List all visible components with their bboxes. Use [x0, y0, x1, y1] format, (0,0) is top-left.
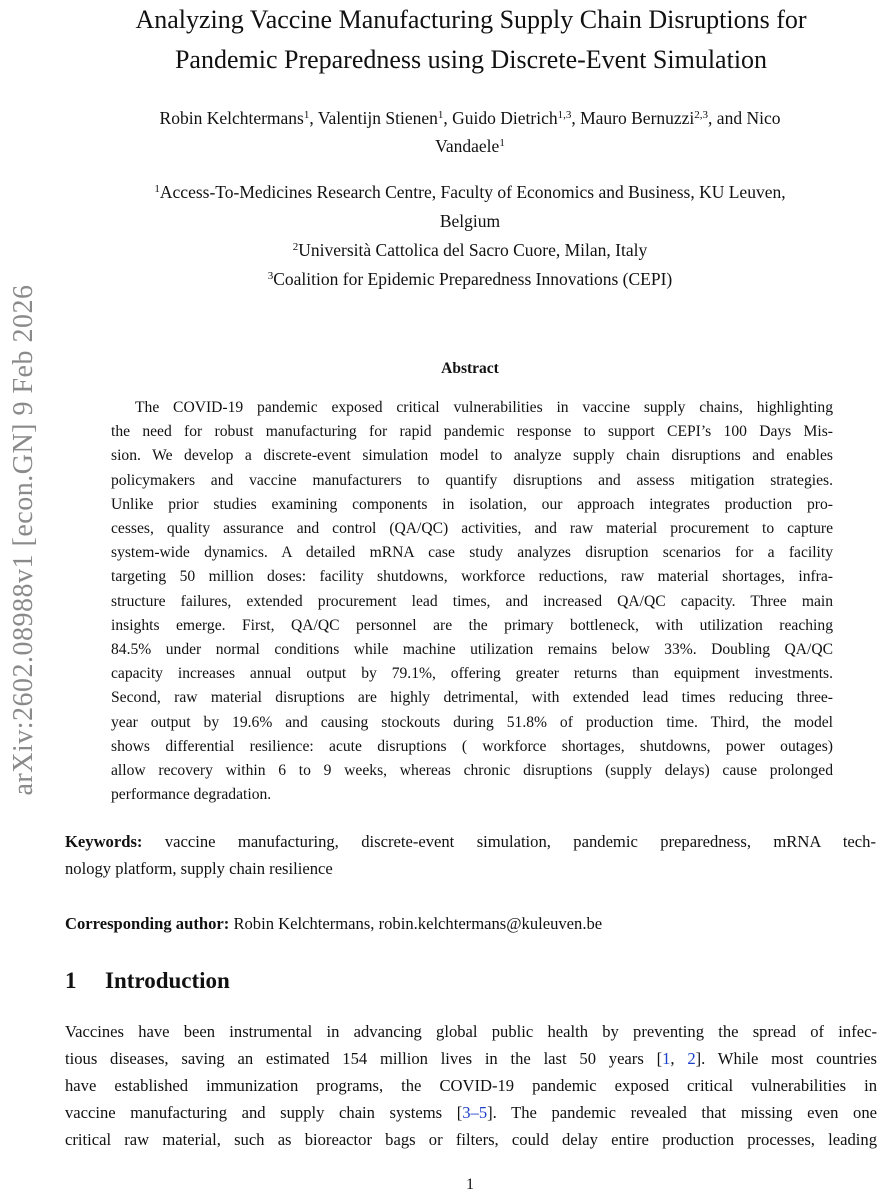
- corresponding-value: Robin Kelchtermans, robin.kelchtermans@kuleuven.be: [233, 914, 603, 933]
- abstract-line: the need for robust manufacturing for rapid pandemic response to support CEPI’s 100 Days Mis-: [111, 423, 833, 441]
- abstract-line: sion. We develop a discrete-event simulation model to analyze supply chain disruptions and enables: [111, 447, 833, 465]
- author-affil-mark: 2,3: [694, 109, 709, 121]
- citation-link[interactable]: 2: [687, 1049, 696, 1068]
- affiliation-1-cont: Belgium: [439, 211, 501, 231]
- intro-line: have established immunization programs, the COVID-19 pandemic exposed critical vulnerabilities in: [65, 1076, 877, 1095]
- section-number: 1: [65, 968, 77, 993]
- title-line-1: Analyzing Vaccine Manufacturing Supply Chain Disruptions for: [135, 5, 807, 34]
- abstract-line: insights emerge. First, QA/QC personnel are the primary bottleneck, with utilization reaching: [111, 616, 833, 634]
- section-title: Introduction: [105, 968, 230, 993]
- citation-link[interactable]: 1: [662, 1049, 671, 1068]
- intro-paragraph: [65, 1018, 877, 1153]
- keywords-block: [65, 828, 876, 882]
- intro-line: Vaccines have been instrumental in advancing global public health by preventing the spread of infec-: [65, 1022, 877, 1041]
- author-affil-mark: 1,3: [557, 109, 572, 121]
- author-name: Guido Dietrich: [452, 108, 558, 128]
- author-name: Valentijn Stienen: [317, 108, 438, 128]
- affiliation-2: Università Cattolica del Sacro Cuore, Milan, Italy: [298, 240, 648, 260]
- abstract-line: policymakers and vaccine manufacturers to quantify disruptions and assess mitigation strategies.: [111, 471, 833, 489]
- author-affil-mark: 1: [437, 109, 444, 121]
- intro-line: vaccine manufacturing and supply chain systems [3–5]. The pandemic revealed that missing even one: [65, 1103, 877, 1122]
- abstract-heading: Abstract: [441, 360, 499, 377]
- intro-line: tious diseases, saving an estimated 154 million lives in the last 50 years [1, 2]. While most countries: [65, 1049, 877, 1068]
- affil-mark: 2: [292, 241, 299, 253]
- author-name: Mauro Bernuzzi: [580, 108, 695, 128]
- abstract-line: shows differential resilience: acute disruptions ( workforce shortages, shutdowns, power outages): [111, 737, 833, 755]
- arxiv-identifier: arXiv:2602.08988v1 [econ.GN] 9 Feb 2026: [8, 284, 39, 796]
- abstract-line: The COVID-19 pandemic exposed critical vulnerabilities in vaccine supply chains, highlighting: [135, 399, 833, 416]
- corresponding-label: Corresponding author:: [65, 914, 230, 933]
- affil-mark: 3: [267, 270, 274, 282]
- arxiv-sidebar: [6, 230, 42, 850]
- abstract-line: structure failures, extended procurement lead times, and increased QA/QC capacity. Three main: [111, 592, 833, 610]
- abstract-line: allow recovery within 6 to 9 weeks, whereas chronic disruptions (supply delays) cause prolonged: [111, 762, 833, 780]
- affil-mark: 1: [154, 183, 160, 195]
- author-name: and Nico: [716, 108, 781, 128]
- intro-line: critical raw material, such as bioreactor bags or filters, could delay entire production processes, leading: [65, 1130, 877, 1149]
- abstract-line: cesses, quality assurance and control (QA/QC) activities, and raw material procurement to capture: [111, 520, 833, 538]
- author-name: Robin Kelchtermans: [159, 108, 304, 128]
- abstract-line: Unlike prior studies examining components in isolation, our approach integrates production pro-: [111, 495, 833, 513]
- author-affil-mark: 1: [303, 109, 310, 121]
- page-number: 1: [466, 1176, 474, 1193]
- abstract-line: 84.5% under normal conditions while machine utilization remains below 33%. Doubling QA/QC: [111, 641, 833, 659]
- title-line-2: Pandemic Preparedness using Discrete-Event Simulation: [174, 45, 768, 74]
- keywords-text: vaccine manufacturing, discrete-event simulation, pandemic preparedness, mRNA tech-: [164, 832, 876, 851]
- abstract-line: capacity increases annual output by 79.1%, offering greater returns than equipment investments.: [111, 665, 833, 683]
- section-heading: [65, 968, 230, 994]
- abstract-line: performance degradation.: [111, 786, 272, 804]
- author-name: Vandaele: [435, 136, 500, 156]
- author-list: Robin Kelchtermans$^1$, Valentijn Stienen$^1$, Guido Dietrich$^{1,3}$, Mauro Bernuzzi$^{2,3}$, and Nico Vandaele$^1$: [159, 108, 781, 156]
- author-affil-mark: 1: [499, 137, 505, 149]
- keywords-label: Keywords:: [65, 832, 143, 851]
- abstract-line: year output by 19.6% and causing stockouts during 51.8% of production time. Third, the model: [111, 713, 833, 731]
- abstract-line: system-wide dynamics. A detailed mRNA case study analyzes disruption scenarios for a facility: [111, 544, 833, 562]
- abstract-body: [111, 396, 833, 807]
- paper-title: [90, 0, 852, 80]
- affiliation-list: [70, 178, 870, 294]
- corresponding-author: [65, 910, 876, 937]
- abstract-line: targeting 50 million doses: facility shutdowns, workforce reductions, raw material shortages, infra-: [111, 568, 833, 586]
- affiliation-1: Access-To-Medicines Research Centre, Faculty of Economics and Business, KU Leuven,: [159, 182, 786, 202]
- abstract-line: Second, raw material disruptions are highly detrimental, with extended lead times reducing three-: [111, 689, 833, 707]
- affiliation-3: Coalition for Epidemic Preparedness Innovations (CEPI): [273, 269, 673, 289]
- keywords-text-cont: nology platform, supply chain resilience: [65, 859, 333, 878]
- citation-link[interactable]: 3–5: [462, 1103, 488, 1122]
